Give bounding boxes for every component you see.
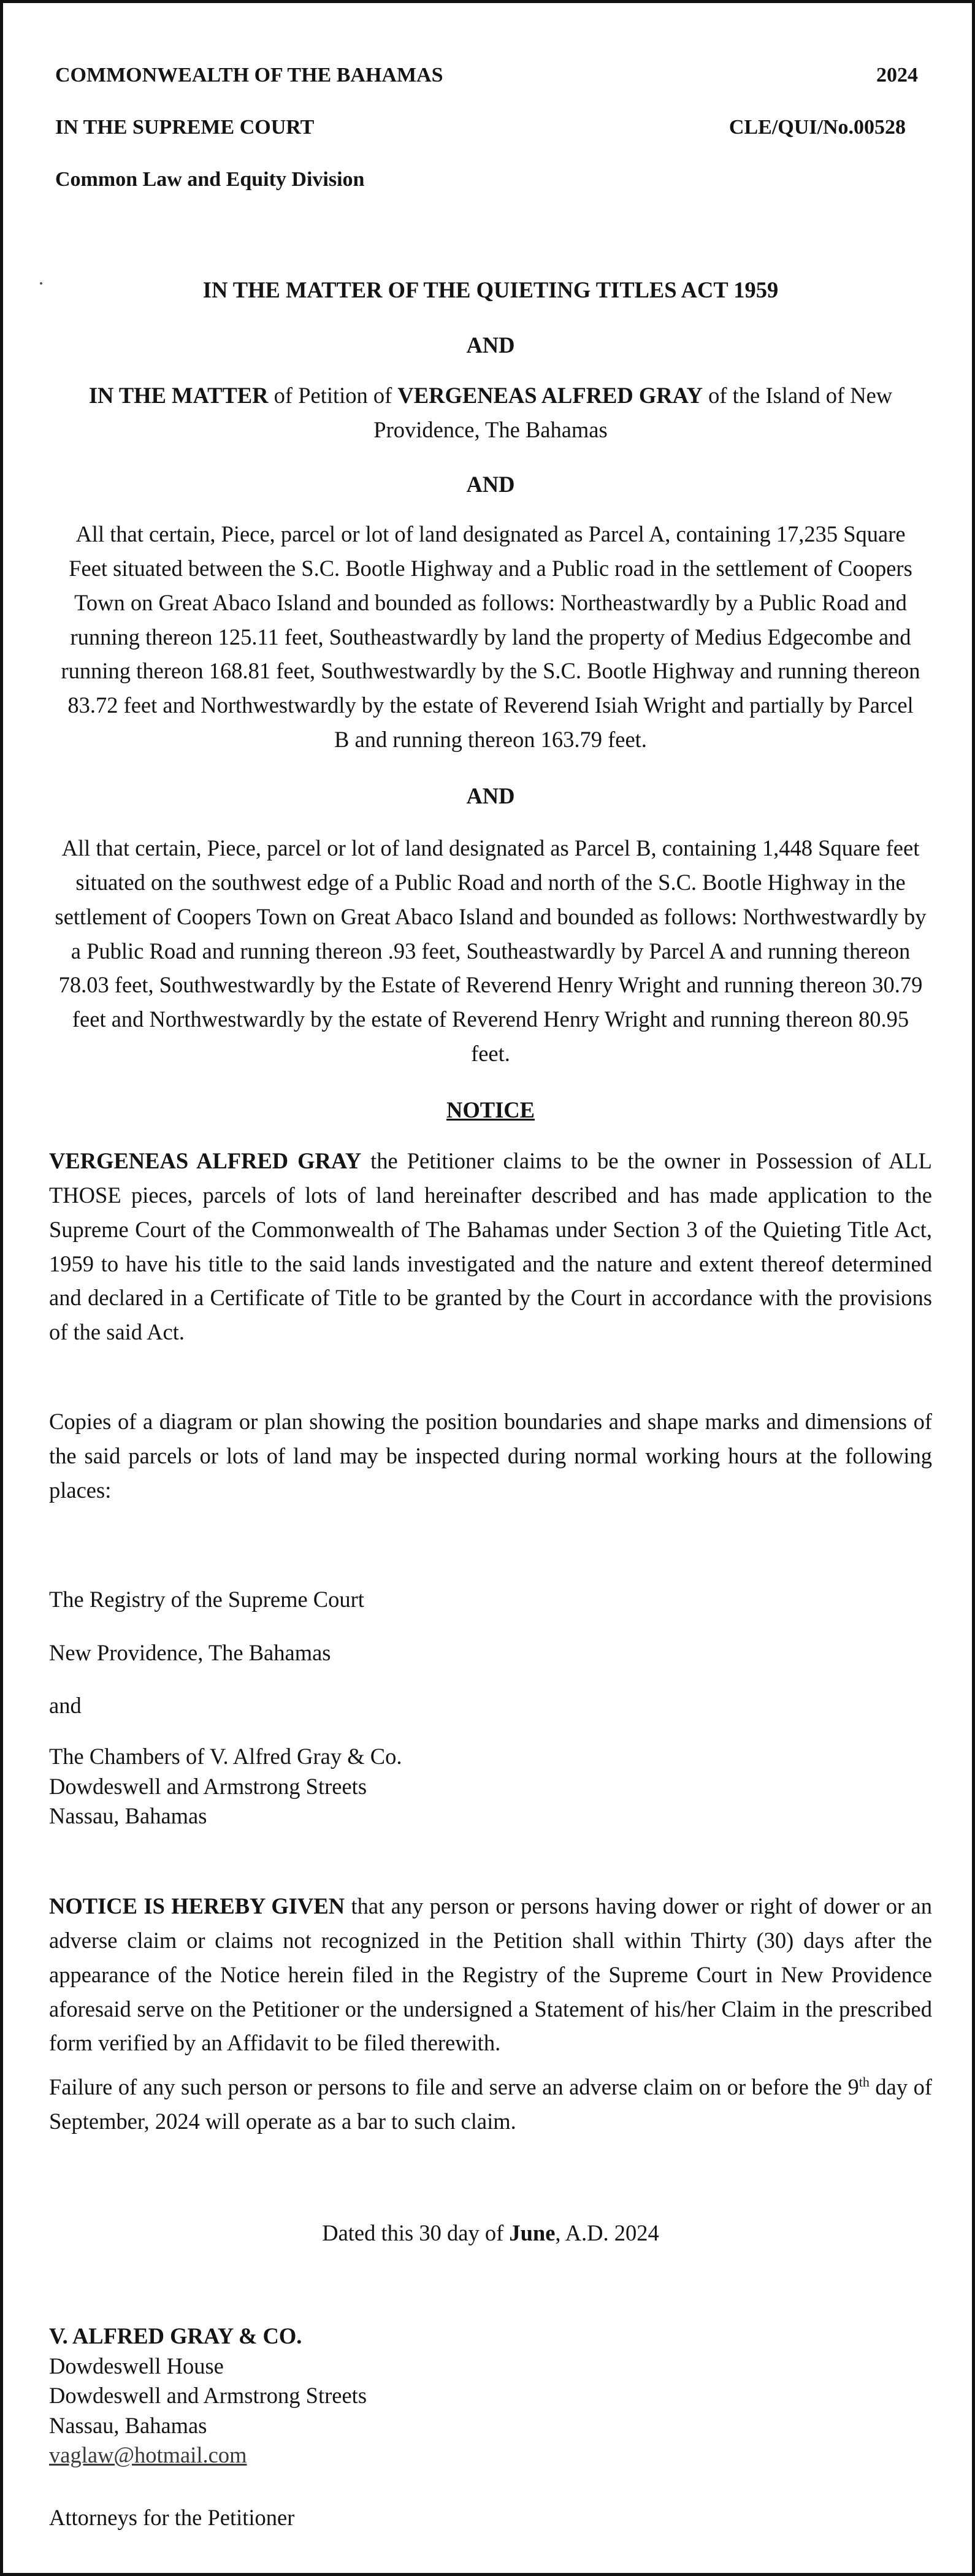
notice-title-text: NOTICE — [446, 1097, 535, 1122]
signature-block — [49, 2321, 932, 2471]
failure-pre: Failure of any such person or persons to file and serve an adverse claim on or before the 9 — [49, 2074, 859, 2099]
firm-email-link[interactable]: vaglaw@hotmail.com — [49, 2442, 247, 2468]
place-chambers — [49, 1742, 932, 1831]
notice-given-lead: NOTICE IS HEREBY GIVEN — [49, 1893, 345, 1919]
claimant-name: VERGENEAS ALFRED GRAY — [49, 1148, 362, 1173]
failure-paragraph — [49, 2070, 932, 2139]
and-divider-2: AND — [466, 472, 515, 497]
petitioner-name: VERGENEAS ALFRED GRAY — [397, 383, 703, 408]
parcel-a-description: All that certain, Piece, parcel or lot of land designated as Parcel A, containing 17,235 Square Feet situated between the S.C. Bootle Highway and a Public road in the settlement of Coopers Town on Great Abaco Island and bounded as follows: Northeastwardly by a Public Road and running thereon 125.11 feet, Southeastwardly by land the property of Medius Edgecombe and running thereon 168.81 feet, Southwestwardly by the S.C. Bootle Highway and running thereon 83.72 feet and Northwestwardly by the estate of Reverend Isiah Wright and partially by Parcel B and running thereon 163.79 feet. — [61, 521, 920, 753]
chambers-line-3: Nassau, Bahamas — [49, 1803, 207, 1829]
speck — [40, 282, 42, 285]
failure-sup: th — [858, 2074, 870, 2090]
dated-line — [49, 2216, 932, 2250]
petition-lead: IN THE MATTER — [88, 383, 269, 408]
firm-address-2: Dowdeswell and Armstrong Streets — [49, 2383, 367, 2409]
failure-post: day of September, 2024 will operate as a bar to such claim. — [49, 2074, 932, 2134]
dated-pre: Dated this 30 day of — [322, 2220, 510, 2245]
dated-post: , A.D. 2024 — [555, 2220, 659, 2245]
notice-given-text: that any person or persons having dower or right of dower or an adverse claim or claims not recognized in the Petition shall within Thirty (30) days after the appearance of the Notice herein filed in the Registry of the Supreme Court in New Providence aforesaid serve on the Petitioner or the undersigned a Statement of his/her Claim in the prescribed form verified by an Affidavit to be filed therewith. — [49, 1893, 932, 2056]
case-number: CLE/QUI/No.00528 — [728, 116, 906, 139]
notice-given-paragraph — [49, 1889, 932, 2060]
parcel-b-description: All that certain, Piece, parcel or lot of land designated as Parcel B, containing 1,448 Square feet situated on the southwest edge of a Public Road and north of the S.C. Bootle Highway in the settlement of Coopers Town on Great Abaco Island and bounded as follows: Northwestwardly by a Public Road and running thereon .93 feet, Southeastwardly by Parcel A and running thereon 78.03 feet, Southwestwardly by the Estate of Reverend Henry Wright and running thereon 30.79 feet and Northwestwardly by the estate of Reverend Henry Wright and running thereon 80.95 feet. — [55, 835, 927, 1067]
firm-address-3: Nassau, Bahamas — [49, 2412, 207, 2438]
place-and: and — [49, 1693, 82, 1718]
petition-tail: of the Island of New Providence, The Bahamas — [373, 383, 893, 442]
chambers-line-1: The Chambers of V. Alfred Gray & Co. — [49, 1744, 402, 1769]
copies-paragraph: Copies of a diagram or plan showing the position boundaries and shape marks and dimensions of the said parcels or lots of land may be inspected during normal working hours at the following places: — [49, 1409, 932, 1503]
court-name: IN THE SUPREME COURT — [55, 116, 315, 139]
attorneys-line: Attorneys for the Petitioner — [49, 2505, 295, 2530]
petition-mid: of Petition of — [268, 383, 398, 408]
firm-name: V. ALFRED GRAY & CO. — [49, 2323, 302, 2348]
notice-title — [49, 1093, 932, 1127]
jurisdiction: COMMONWEALTH OF THE BAHAMAS — [55, 64, 443, 86]
place-location: New Providence, The Bahamas — [49, 1640, 331, 1665]
and-divider-1: AND — [466, 332, 515, 358]
place-registry: The Registry of the Supreme Court — [49, 1587, 364, 1612]
firm-address-1: Dowdeswell House — [49, 2353, 224, 2379]
division: Common Law and Equity Division — [55, 168, 365, 191]
claim-text: the Petitioner claims to be the owner in Possession of ALL THOSE pieces, parcels of lots of land hereinafter described and has made application to the Supreme Court of the Commonwealth of The Bahamas under Section 3 of the Quieting Title Act, 1959 to have his title to the said lands investigated and the nature and extent thereof determined and declared in a Certificate of Title to be granted by the Court in accordance with the provisions of the said Act. — [49, 1148, 932, 1345]
act-title: IN THE MATTER OF THE QUIETING TITLES ACT 1959 — [202, 277, 779, 302]
dated-month: June — [509, 2220, 556, 2245]
petition-heading — [77, 378, 904, 447]
year: 2024 — [876, 64, 918, 86]
and-divider-3: AND — [466, 783, 515, 808]
notice-claim-paragraph — [49, 1144, 932, 1349]
chambers-line-2: Dowdeswell and Armstrong Streets — [49, 1773, 367, 1799]
